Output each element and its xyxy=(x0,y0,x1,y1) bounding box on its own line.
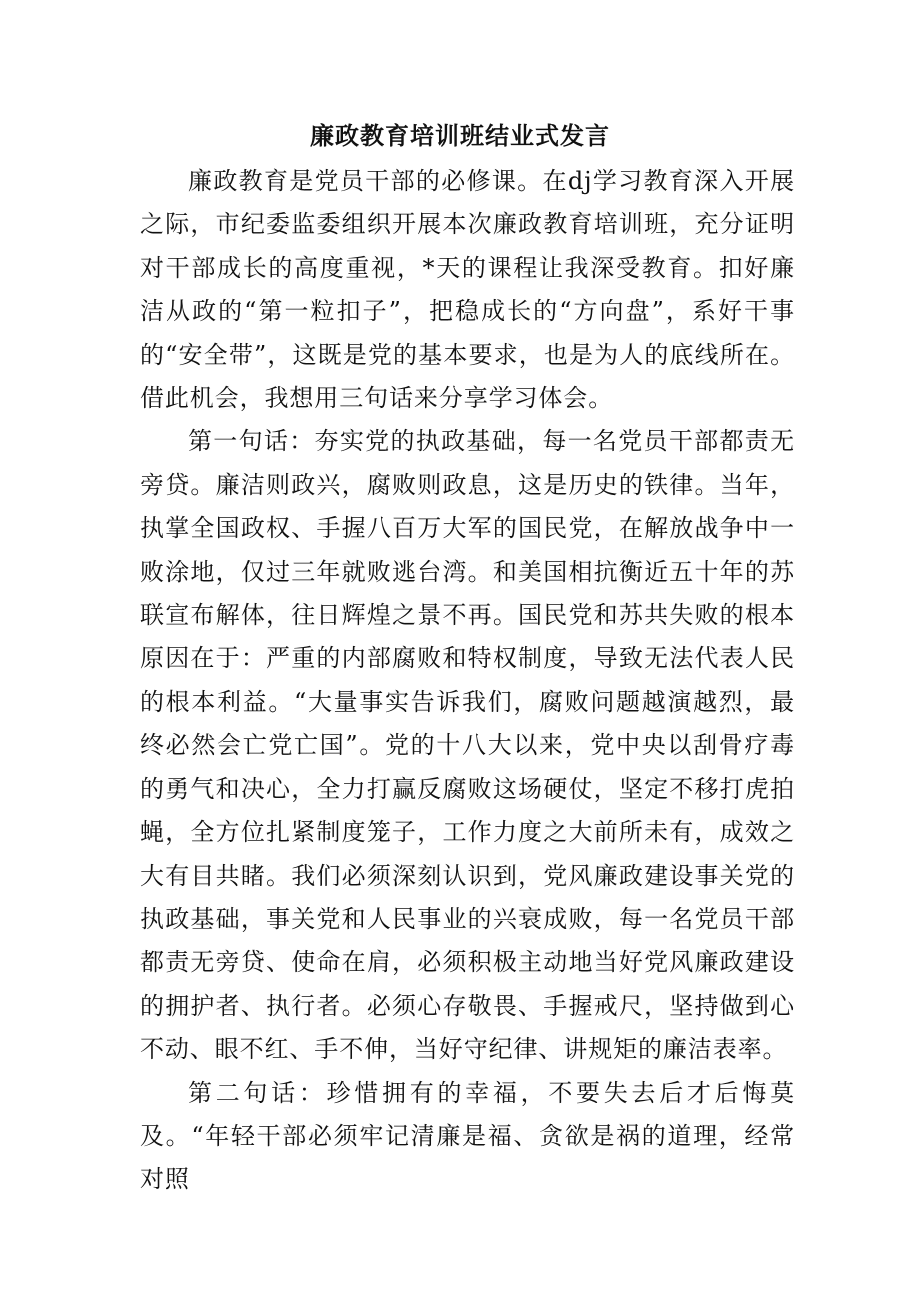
paragraph-second-point: 第二句话：珍惜拥有的幸福，不要失去后才后悔莫及。“年轻干部必须牢记清廉是福、贪欲是祸的道理，经常对照 xyxy=(140,1078,795,1194)
document-title: 廉政教育培训班结业式发言 xyxy=(310,121,610,150)
document-body xyxy=(140,160,795,1202)
paragraph-intro: 廉政教育是党员干部的必修课。在dj学习教育深入开展之际，市纪委监委组织开展本次廉政教育培训班，充分证明对干部成长的高度重视，*天的课程让我深受教育。扣好廉洁从政的“第一粒扣子”，把稳成长的“方向盘”，系好干事的“安全带”，这既是党的基本要求，也是为人的底线所在。借此机会，我想用三句话来分享学习体会。 xyxy=(140,167,795,413)
paragraph-first-point: 第一句话：夯实党的执政基础，每一名党员干部都责无旁贷。廉洁则政兴，腐败则政息，这是历史的铁律。当年，执掌全国政权、手握八百万大军的国民党，在解放战争中一败涂地，仅过三年就败逃台湾。和美国相抗衡近五十年的苏联宣布解体，往日辉煌之景不再。国民党和苏共失败的根本原因在于：严重的内部腐败和特权制度，导致无法代表人民的根本利益。“大量事实告诉我们，腐败问题越演越烈，最终必然会亡党亡国”。党的十八大以来，党中央以刮骨疗毒的勇气和决心，全力打赢反腐败这场硬仗，坚定不移打虎拍蝇，全方位扎紧制度笼子，工作力度之大前所未有，成效之大有目共睹。我们必须深刻认识到，党风廉政建设事关党的执政基础，事关党和人民事业的兴衰成败，每一名党员干部都责无旁贷、使命在肩，必须积极主动地当好党风廉政建设的拥护者、执行者。必须心存敬畏、手握戒尺，坚持做到心不动、眼不红、手不伸，当好守纪律、讲规矩的廉洁表率。 xyxy=(140,427,795,1064)
